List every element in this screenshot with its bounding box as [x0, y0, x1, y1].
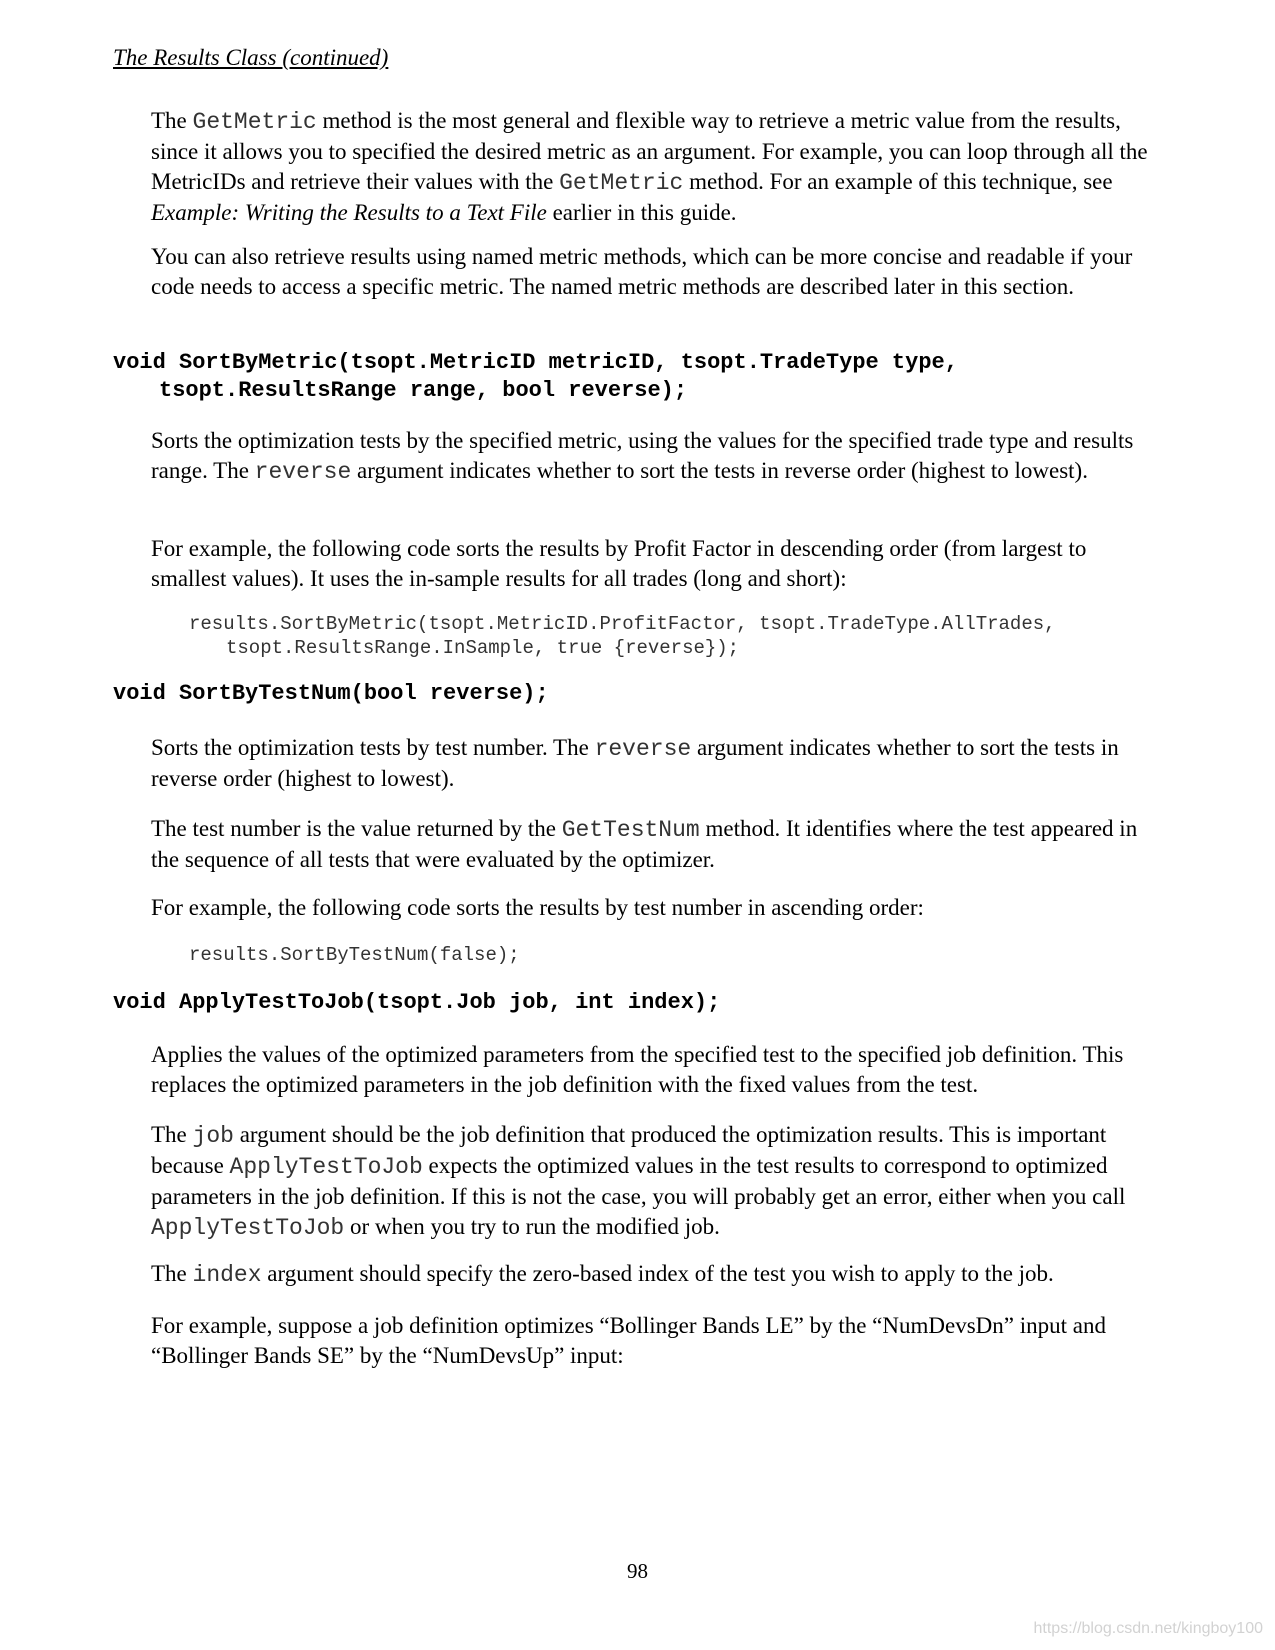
- inline-code: job: [192, 1123, 234, 1149]
- section-header: The Results Class (continued): [113, 45, 389, 70]
- paragraph-sortbymetric-desc: Sorts the optimization tests by the specified metric, using the values for the specified trade type and results range. The reverse argument indicates whether to sort the tests in reverse order (highest to lowest).: [151, 428, 1134, 485]
- paragraph-sortbytestnum-desc: Sorts the optimization tests by test number. The reverse argument indicates whether to sort the tests in reverse order (highest to lowest).: [151, 735, 1119, 791]
- inline-code: GetMetric: [192, 109, 317, 135]
- paragraph-bollinger-example: For example, suppose a job definition optimizes “Bollinger Bands LE” by the “NumDevsDn” input and “Bollinger Bands SE” by the “NumDevsUp” input:: [151, 1313, 1106, 1368]
- watermark: https://blog.csdn.net/kingboy100: [1033, 1620, 1263, 1637]
- method-signature-sortbytestnum: void SortByTestNum(bool reverse);: [113, 681, 549, 706]
- paragraph-gettestnum: The test number is the value returned by the GetTestNum method. It identifies where the test appeared in the sequence of all tests that were evaluated by the optimizer.: [151, 816, 1138, 872]
- inline-code: index: [192, 1262, 262, 1288]
- inline-code: reverse: [594, 736, 692, 762]
- paragraph-sortbytestnum-example: For example, the following code sorts the results by test number in ascending order:: [151, 895, 924, 920]
- inline-code: ApplyTestToJob: [151, 1215, 345, 1241]
- inline-code: GetMetric: [559, 170, 684, 196]
- paragraph-named-metrics: You can also retrieve results using named metric methods, which can be more concise and readable if your code needs to access a specific metric. The named metric methods are described later in this section.: [151, 244, 1133, 299]
- code-example-sortbytestnum: results.SortByTestNum(false);: [189, 944, 520, 966]
- code-example-sortbymetric: results.SortByMetric(tsopt.MetricID.ProfitFactor, tsopt.TradeType.AllTrades, tsopt.ResultsRange.InSample, true {reverse});: [189, 613, 1056, 659]
- paragraph-sortbymetric-example: For example, the following code sorts the results by Profit Factor in descending order (from largest to smallest values). It uses the in-sample results for all trades (long and short):: [151, 536, 1087, 591]
- inline-code: GetTestNum: [561, 817, 700, 843]
- cross-reference: Example: Writing the Results to a Text File: [151, 200, 547, 225]
- paragraph-applytesttojob-desc: Applies the values of the optimized parameters from the specified test to the specified job definition. This replaces the optimized parameters in the job definition with the fixed values from the test.: [151, 1042, 1124, 1097]
- method-signature-applytesttojob: void ApplyTestToJob(tsopt.Job job, int index);: [113, 990, 721, 1015]
- page-number: 98: [627, 1559, 648, 1583]
- inline-code: reverse: [254, 459, 352, 485]
- method-signature-sortbymetric: void SortByMetric(tsopt.MetricID metricID, tsopt.TradeType type, tsopt.ResultsRange range, bool reverse);: [113, 350, 958, 403]
- paragraph-index-argument: The index argument should specify the zero-based index of the test you wish to apply to the job.: [151, 1261, 1054, 1288]
- inline-code: ApplyTestToJob: [229, 1154, 423, 1180]
- paragraph-getmetric: The GetMetric method is the most general and flexible way to retrieve a metric value from the results, since it allows you to specified the desired metric as an argument. For example, you can loop through all the MetricIDs and retrieve their values with the GetMetric method. For an example of this technique, see Example: Writing the Results to a Text File earlier in this guide.: [151, 108, 1148, 225]
- paragraph-job-argument: The job argument should be the job definition that produced the optimization results. This is important because ApplyTestToJob expects the optimized values in the test results to correspond to optimized parameters in the job definition. If this is not the case, you will probably get an error, either when you call ApplyTestToJob or when you try to run the modified job.: [151, 1122, 1126, 1241]
